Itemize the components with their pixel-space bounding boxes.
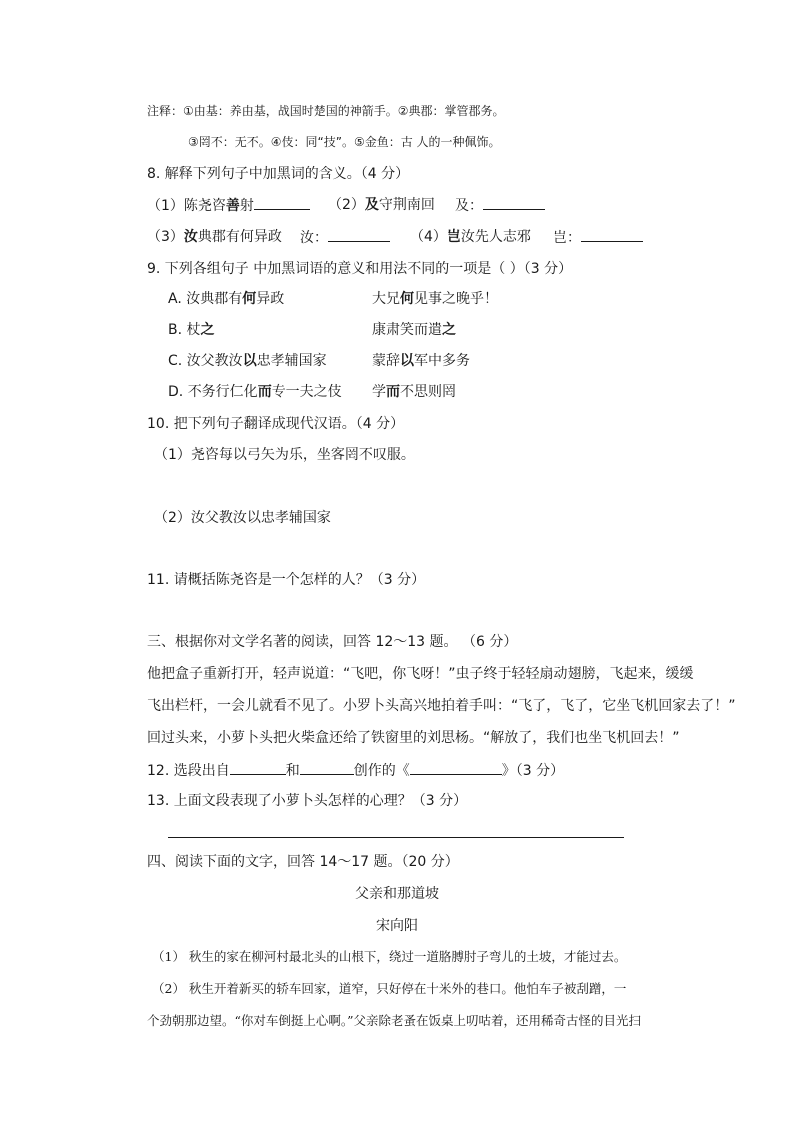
q8-item-1: [147, 196, 310, 215]
q8-item-2-label: 及：: [455, 198, 483, 214]
q8-item-4-label: 岂：: [553, 230, 581, 246]
q8-item-2-answer: [455, 196, 545, 215]
q12-text-a: 12. 选段出自: [147, 763, 230, 779]
q8-item-4-bold: 岂: [446, 229, 461, 245]
q8-item-2-blank[interactable]: [483, 196, 545, 210]
q8-item-2: [328, 196, 435, 214]
q9-option-letter: C.: [168, 353, 183, 369]
q9-option-post: 不思则罔: [400, 384, 456, 400]
q12: [147, 761, 564, 780]
q12-author-blank[interactable]: [230, 761, 286, 775]
q8-item-4-pre: （4）: [410, 229, 447, 245]
q9-option-bold: 之: [442, 322, 456, 338]
q12-title-blank[interactable]: [410, 761, 502, 775]
q9-option-letter: A.: [168, 291, 182, 307]
section-3-para-line-2: 飞出栏杆，一会儿就看不见了。小罗卜头高兴地拍着手叫：“飞了，飞了，它坐飞机回家去了！”: [147, 698, 736, 714]
q8-item-4-answer: [553, 228, 643, 247]
q9-option-pre: 汝父教汝: [186, 353, 243, 369]
q9-option-pre: 蒙辞: [372, 353, 400, 369]
q9-option-bold: 何: [400, 291, 414, 307]
q8-item-1-bold: 善: [225, 198, 240, 214]
q9-option-pre: 杖: [186, 322, 201, 338]
q9-option-d-right: [372, 383, 456, 401]
q9-option-post: 异政: [256, 291, 285, 307]
article-para-2-line-2: 个劲朝那边望。“你对车倒挺上心啊。”父亲除老蚤在饭桌上叨咕着，还用稀奇古怪的目光扫: [147, 1013, 642, 1028]
q9-option-bold: 之: [200, 322, 215, 338]
q9-option-c-left: [168, 352, 327, 370]
section-4-heading: 四、阅读下面的文字，回答 14～17 题。（20 分）: [147, 854, 459, 870]
section-3-para-line-3: 回过头来，小萝卜头把火柴盒还给了铁窗里的刘思杨。“解放了，我们也坐飞机回去！”: [147, 730, 680, 746]
article-para-1: （1） 秋生的家在柳河村最北头的山根下，绕过一道胳膊肘子弯儿的土坡，才能过去。: [152, 949, 627, 964]
q8-item-4-blank[interactable]: [581, 228, 643, 242]
section-3-heading: 三、根据你对文学名著的阅读，回答 12～13 题。 （6 分）: [147, 634, 518, 650]
q12-coauthor-blank[interactable]: [300, 761, 354, 775]
q9-option-pre: 学: [372, 384, 386, 400]
q9-option-bold: 以: [242, 353, 257, 369]
q8-item-2-bold: 及: [364, 197, 379, 213]
q9-option-b-right: [372, 321, 456, 339]
q9-option-bold: 而: [257, 384, 272, 400]
q8-item-4-post: 汝先人志邪: [460, 229, 531, 245]
q9-option-a-right: [372, 290, 498, 308]
q9-option-post: 忠孝辅国家: [256, 353, 327, 369]
q9-option-c-right: [372, 352, 470, 370]
q9-option-post: 军中多务: [414, 353, 470, 369]
article-para-2-line-1: （2） 秋生开着新买的轿车回家，道窄，只好停在十米外的巷口。他怕车子被刮蹭，一: [152, 981, 627, 996]
q9-option-bold: 何: [242, 291, 257, 307]
q10-sentence-1: （1）尧咨每以弓矢为乐，坐客罔不叹服。: [154, 447, 415, 463]
q8-item-1-blank[interactable]: [254, 196, 310, 210]
q8-item-3-answer: [300, 228, 390, 247]
q9-option-pre: 不务行仁化: [187, 384, 258, 400]
q8-item-1-pre: （1）陈尧咨: [147, 198, 226, 214]
note-line-2: ③罔不：无不。④伎：同“技”。⑤金鱼：古 人的一种佩饰。: [188, 135, 501, 149]
q9-option-post: 见事之晚乎！: [414, 291, 498, 307]
q8-item-4: [410, 228, 531, 246]
q9-option-bold: 以: [400, 353, 414, 369]
q8-item-3-blank[interactable]: [328, 228, 390, 242]
q11-stem: 11. 请概括陈尧咨是一个怎样的人？（3 分）: [147, 572, 426, 588]
q8-item-2-pre: （2）: [328, 197, 365, 213]
q13-answer-line[interactable]: [168, 837, 624, 838]
q9-option-a-left: [168, 290, 284, 308]
q8-stem: 8. 解释下列句子中加黑词的含义。（4 分）: [147, 166, 410, 182]
q9-option-letter: D.: [168, 384, 184, 400]
note-line-1: 注释：①由基：养由基，战国时楚国的神箭手。②典郡：掌管郡务。: [147, 104, 505, 118]
article-title: 父亲和那道坡: [355, 886, 439, 902]
q8-item-3-label: 汝：: [300, 230, 328, 246]
q9-option-pre: 康肃笑而遣: [372, 322, 442, 338]
q10-sentence-2: （2）汝父教汝以忠孝辅国家: [154, 510, 331, 526]
q10-stem: 10. 把下列句子翻译成现代汉语。（4 分）: [147, 416, 405, 432]
section-3-para-line-1: 他把盒子重新打开，轻声说道：“飞吧，你飞呀！”虫子终于轻轻扇动翅膀，飞起来，缓缓: [147, 666, 694, 682]
q12-text-b: 和: [285, 763, 300, 779]
article-author: 宋向阳: [376, 918, 418, 934]
q8-item-1-post: 射: [239, 198, 254, 214]
q9-option-pre: 汝典郡有: [186, 291, 243, 307]
q8-item-3: [147, 228, 282, 246]
q9-option-post: 专一夫之伎: [271, 384, 342, 400]
q9-option-letter: B.: [168, 322, 183, 338]
q13: 13. 上面文段表现了小萝卜头怎样的心理？（3 分）: [147, 793, 468, 809]
q12-text-c: 创作的《: [353, 763, 410, 779]
q9-option-b-left: [168, 321, 215, 339]
q8-item-3-pre: （3）: [147, 229, 184, 245]
q8-item-3-post: 典郡有何异政: [197, 229, 282, 245]
q12-text-d: 》（3 分）: [501, 763, 565, 779]
q8-item-2-post: 守荆南回: [378, 197, 435, 213]
q9-option-bold: 而: [386, 384, 400, 400]
q8-item-3-bold: 汝: [183, 229, 198, 245]
q9-option-d-left: [168, 383, 342, 401]
q9-option-pre: 大兄: [372, 291, 400, 307]
q9-stem: 9. 下列各组句子 中加黑词语的意义和用法不同的一项是（ ）（3 分）: [147, 261, 573, 277]
